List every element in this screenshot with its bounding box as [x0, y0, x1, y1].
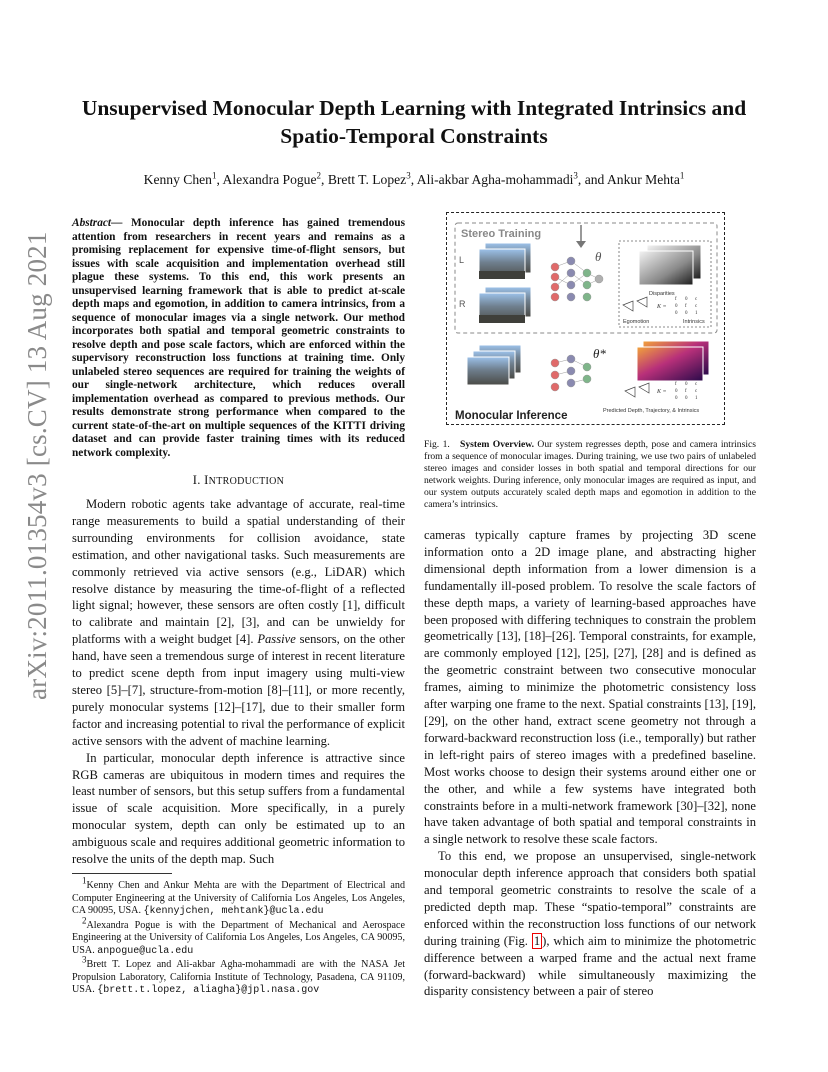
- left-camera-label: L: [459, 255, 465, 265]
- email-address: anpogue@ucla.edu: [97, 945, 194, 957]
- footnote: $^3$Brett T. Lopez and Ali-akbar Agha-mohammadi are with the NASA Jet Propulsion Laboratory, California Institute of Technology, Pasadena, CA 91109, USA. {brett.t.lopez, aliagha}@jpl.nasa.gov: [72, 954, 405, 996]
- paper-title: Unsupervised Monocular Depth Learning with Integrated Intrinsics and Spatio-Temporal Constraints: [81, 96, 747, 148]
- intrinsics-label: Intrinsics: [683, 319, 705, 325]
- abstract-text: Monocular depth inference has gained tremendous attention from researchers in recent years and remains as a promising replacement for expensive time-of-flight sensors, but issues with scale acquisition and implementation overhead still plague these systems. To this end, this work presents an unsupervised learning framework that is able to predict at-scale depth maps and egomotion, in addition to camera intrinsics, from a sequence of monocular images via a single network. Our method incorporates both spatial and temporal geometric constraints to resolve depth and pose scale factors, which are enforced within the supervisory reconstruction loss functions at training time. Only unlabeled stereo sequences are required for training the weights of our single-network architecture, which reduces overall implementation overhead as compared to previous methods. Our results demonstrate strong performance when compared to the current state-of-the-art on multiple sequences of the KITTI driving dataset and can provide faster training times with its reduced network complexity.: [72, 217, 405, 459]
- theta-star-symbol: θ*: [593, 346, 606, 361]
- affiliation-footnotes: [72, 875, 405, 999]
- author-name: Ali-akbar Agha-mohammadi: [416, 172, 574, 187]
- figure-1-reference-link[interactable]: 1: [533, 933, 541, 948]
- monocular-inference-label: Monocular Inference: [455, 410, 568, 422]
- predicted-depth-maps: [637, 341, 709, 381]
- left-column-body: [72, 496, 405, 868]
- email-address: {kennyjchen, mehtank}@ucla.edu: [143, 906, 324, 917]
- svg-text:0: 0: [685, 297, 688, 302]
- svg-text:K =: K =: [657, 304, 667, 310]
- author-affiliation-mark: 1: [679, 170, 685, 181]
- svg-text:c: c: [695, 304, 698, 309]
- footnote: $^2$Alexandra Pogue is with the Department of Mechanical and Aerospace Engineering at the University of California Los Angeles, Los Angeles, CA 90095, USA. anpogue@ucla.edu: [72, 915, 405, 957]
- egomotion-glyph: [623, 297, 647, 311]
- svg-text:0: 0: [675, 304, 678, 309]
- svg-text:f: f: [675, 297, 677, 302]
- svg-text:f: f: [685, 389, 687, 394]
- author-name: and Ankur Mehta: [584, 172, 680, 187]
- arxiv-identifier-stamp: arXiv:2011.01354v3 [cs.CV] 13 Aug 2021: [22, 231, 52, 700]
- author-affiliation-mark: 3: [406, 170, 411, 181]
- svg-text:c: c: [695, 389, 698, 394]
- email-address: {brett.t.lopez, aliagha}@jpl.nasa.gov: [97, 985, 320, 996]
- svg-text:0: 0: [685, 311, 688, 316]
- body-paragraph: To this end, we propose an unsupervised, single-network monocular depth inference approach that considers both spatial and temporal geometric constraints to resolve the scale of a predicted depth map. These “spatio-temporal” constraints are enforced within the reconstruction loss functions of our network during training (Fig. 1 ), which aim to minimize the photometric difference between a warped frame and the actual next frame (forward-backward) while simultaneously maximizing the disparity consistency between a pair of stereo: [424, 849, 756, 999]
- author-name: Kenny Chen: [143, 172, 212, 187]
- right-image-stack: [479, 287, 531, 323]
- abstract: [72, 217, 405, 460]
- svg-text:f: f: [685, 304, 687, 309]
- predicted-outputs-label: Predicted Depth, Trajectory, & Intrinsics: [603, 408, 700, 414]
- egomotion-label: Egomotion: [623, 319, 650, 325]
- section-heading-introduction: I. INTRODUCTION: [192, 473, 285, 487]
- left-image-stack: [479, 243, 531, 279]
- figure-1-system-overview: [446, 212, 725, 425]
- author-name: Brett T. Lopez: [327, 172, 407, 187]
- svg-text:0: 0: [675, 396, 678, 401]
- intro-paragraph-2: In particular, monocular depth inference is attractive since RGB cameras are ubiquitous in modern times and requires the least number of sensors, but this setup suffers from a fundamental issue of scale acquisition. More specifically, in a purely monocular system, depth can only be estimated up to an ambiguous scale and requires additional geometric information to resolve the units of the depth map. Such: [72, 750, 405, 867]
- svg-text:c: c: [695, 297, 698, 302]
- svg-text:0: 0: [685, 396, 688, 401]
- footnote-divider: [72, 873, 172, 874]
- intro-paragraph-1: Modern robotic agents take advantage of accurate, real-time range measurements to build a spatial understanding of their surrounding environments for collision avoidance, state estimation, and other navigational tasks. Such measurements are commonly retrieved via active sensors (e.g., LiDAR) which resolve distance by measuring the time-of-flight of a reflected light signal; however, these sensors are often costly [1], difficult to calibrate and maintain [2], [3], and can be unwieldy for platforms with a weight budget [4]. Passive sensors, on the other hand, have seen a tremendous surge of interest in recent literature to predict scene depth from input imagery using multi-view stereo [5]–[7], structure-from-motion [8]–[11], or more recently, purely monocular systems [12]–[17], due to their smaller form factor and increasing potential to rival the performance of explicit active sensors with the advent of machine learning.: [72, 497, 405, 748]
- intrinsics-matrix: [675, 297, 698, 316]
- disparities-label: Disparities: [649, 291, 675, 297]
- svg-text:c: c: [695, 382, 698, 387]
- author-list: Kenny Chen$^1$, Alexandra Pogue$^2$, Brett T. Lopez$^3$, Ali-akbar Agha-mohammadi$^3$, and Ankur Mehta$^1$: [143, 170, 685, 187]
- svg-text:f: f: [675, 382, 677, 387]
- right-camera-label: R: [459, 299, 466, 309]
- svg-text:K =: K =: [657, 389, 667, 395]
- theta-symbol: θ: [595, 249, 602, 264]
- author-affiliation-mark: 3: [573, 170, 578, 181]
- svg-text:0: 0: [685, 382, 688, 387]
- svg-text:0: 0: [675, 311, 678, 316]
- svg-text:0: 0: [675, 389, 678, 394]
- svg-text:1: 1: [695, 396, 698, 401]
- abstract-lead: Abstract—: [72, 217, 123, 229]
- author-affiliation-mark: 1: [211, 170, 217, 181]
- author-name: Alexandra Pogue: [222, 172, 317, 187]
- system-overview-diagram: [447, 213, 723, 423]
- neural-network-inference: [551, 355, 591, 391]
- author-affiliation-mark: 2: [316, 170, 322, 181]
- monocular-image-stack: [467, 345, 521, 385]
- svg-text:1: 1: [695, 311, 698, 316]
- footnote: $^1$Kenny Chen and Ankur Mehta are with the Department of Electrical and Computer Engineering at the University of California Los Angeles, Los Angeles, CA 90095, USA. {kennyjchen, mehtank}@ucla.edu: [72, 875, 405, 917]
- body-paragraph: cameras typically capture frames by projecting 3D scene information onto a 2D image plane, and abstracting higher dimensional depth information from a lower dimension is a fundamentally ill-posed problem. To resolve the scale factors of these depth maps, a variety of learning-based approaches have been proposed with differing techniques to constrain the problem geometrically [13], [18]–[26]. Temporal constraints, for example, are commonly employed [12], [25], [27], [28] and is defined as the geometric constraint between two consecutive monocular frames, aiming to minimize the photometric consistency loss after warping one frame to the next. Spatial constraints [13], [19], [29], on the other hand, extract scene geometry not through a forward-backward reconstruction loss (i.e., temporally) but rather in left-right pairs of stereo images with a predefined baseline. Most works choose to design their systems around either one or the other, and while a few systems have integrated both constraints before in a multi-network framework [30]–[32], none have taken advantage of both spatial and temporal constraints in a single network to resolve these scale factors.: [424, 528, 756, 847]
- figure-1-caption: Fig. 1. System Overview. Our system regresses depth, pose and camera intrinsics from a sequence of monocular images. During training, we use two pairs of unlabeled stereo images and consider losses in both spatial and temporal directions for our network weights. During inference, only monocular images are required as input, and our system outputs accurately scaled depth maps and egomotion in addition to the camera’s intrinsics.: [424, 439, 756, 510]
- right-column-body: [424, 527, 756, 1000]
- stereo-training-label: Stereo Training: [461, 228, 542, 240]
